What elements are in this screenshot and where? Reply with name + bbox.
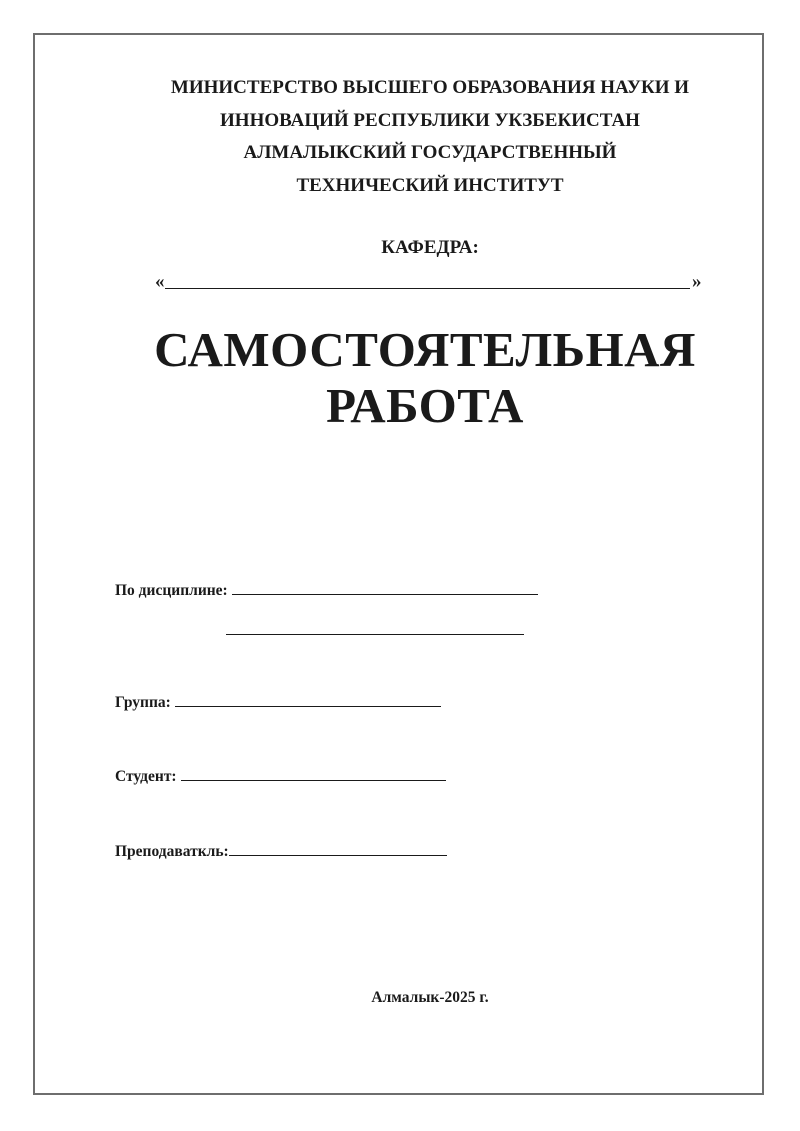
open-quote: « bbox=[155, 271, 165, 292]
title-line-2: РАБОТА bbox=[326, 378, 524, 433]
header-line-4: ТЕХНИЧЕСКИЙ ИНСТИТУТ bbox=[296, 174, 564, 196]
department-name-blank bbox=[155, 269, 705, 299]
place-year: Алмалык-2025 г. bbox=[371, 989, 489, 1006]
student-field bbox=[115, 768, 446, 786]
group-label: Группа: bbox=[115, 694, 171, 711]
header-line-2: ИННОВАЦИЙ РЕСПУБЛИКИ УКЗБЕКИСТАН bbox=[220, 109, 640, 131]
institution-header bbox=[60, 72, 800, 202]
teacher-blank-line bbox=[229, 854, 447, 856]
discipline-label: По дисциплине: bbox=[115, 582, 228, 599]
teacher-label: Преподаваткль: bbox=[115, 843, 229, 860]
discipline-blank-line-2 bbox=[226, 634, 524, 635]
teacher-field bbox=[115, 843, 447, 861]
discipline-field bbox=[115, 582, 538, 600]
student-label: Студент: bbox=[115, 768, 177, 785]
student-blank-line bbox=[181, 779, 446, 781]
title-line-1: САМОСТОЯТЕЛЬНАЯ bbox=[154, 322, 696, 377]
group-blank-line bbox=[175, 705, 441, 707]
header-line-3: АЛМАЛЫКСКИЙ ГОСУДАРСТВЕННЫЙ bbox=[243, 142, 617, 163]
document-title bbox=[60, 322, 790, 434]
discipline-blank-line bbox=[232, 593, 538, 595]
department-underline bbox=[165, 288, 690, 289]
department-label: КАФЕДРА: bbox=[381, 237, 479, 258]
header-line-1: МИНИСТЕРСТВО ВЫСШЕГО ОБРАЗОВАНИЯ НАУКИ И bbox=[170, 77, 690, 98]
group-field bbox=[115, 694, 441, 712]
close-quote: » bbox=[692, 271, 702, 292]
